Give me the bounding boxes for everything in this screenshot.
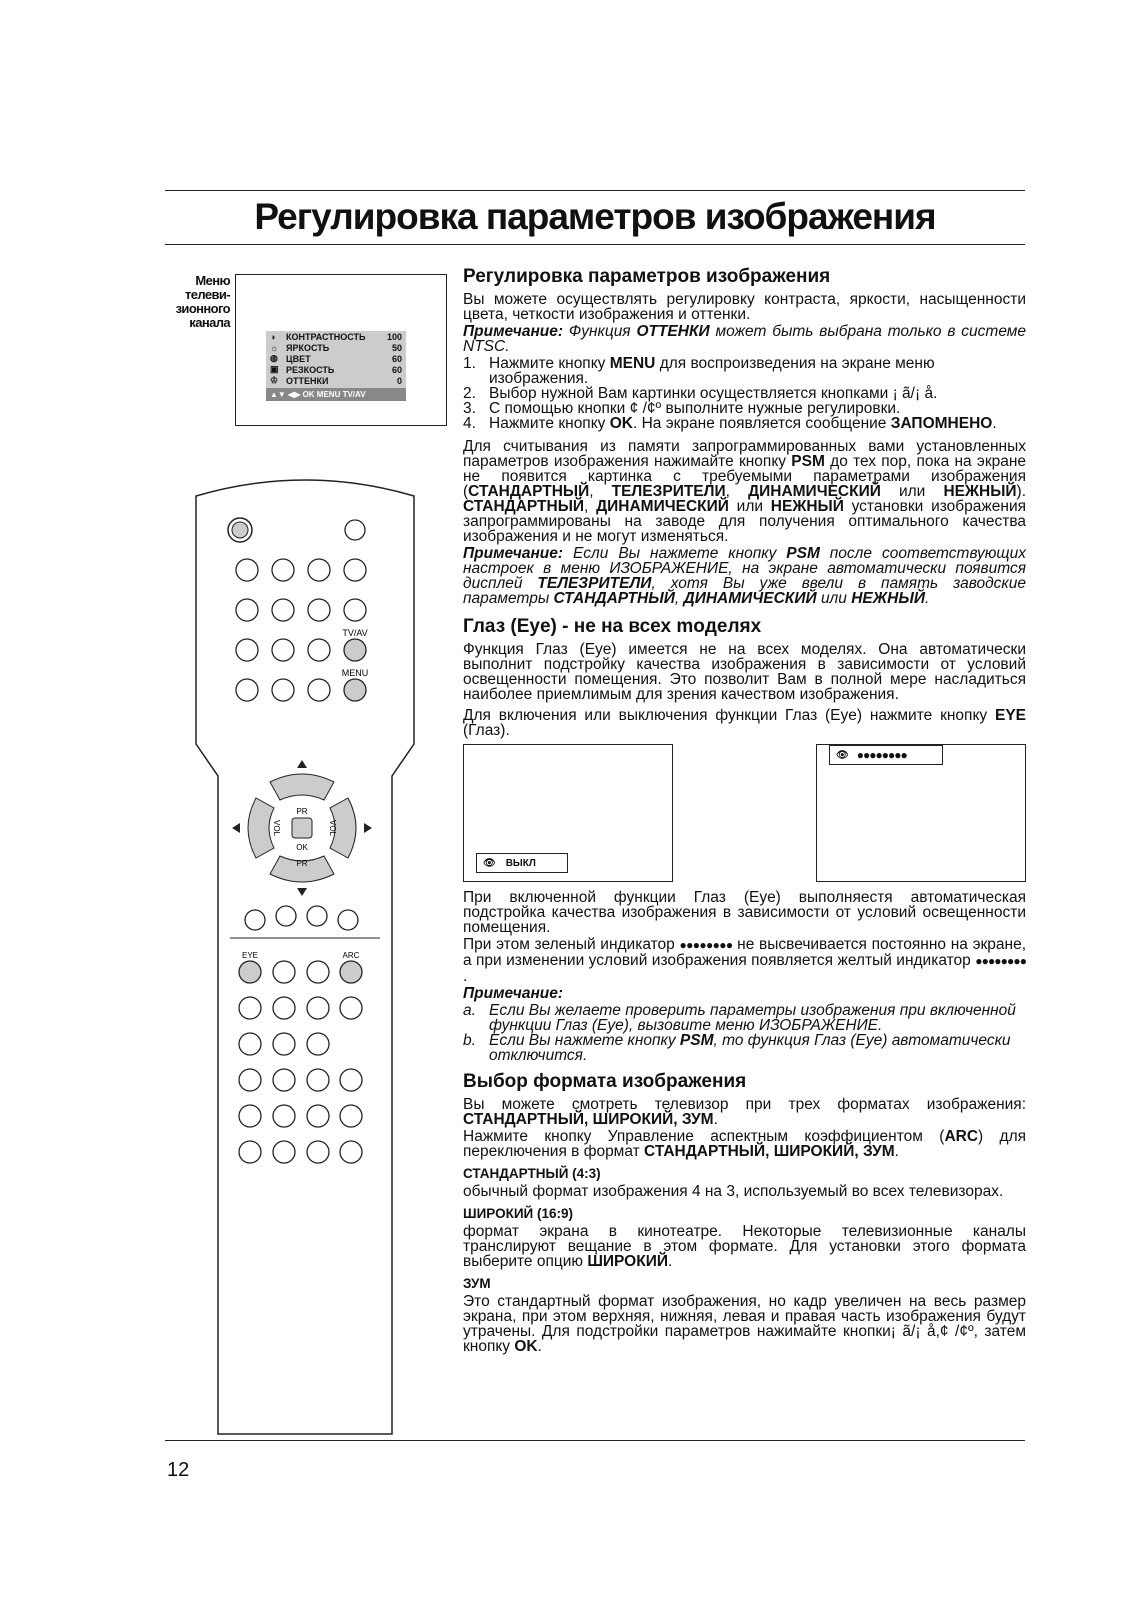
caption-line: канала [189, 315, 230, 330]
text-span: установки изображения запрограммированы на заводе для получения оптимального качества изображения и не могут изменяться. [463, 498, 1026, 545]
note-item [463, 1003, 1026, 1033]
menu-label: РЕЗКОСТЬ [286, 364, 335, 375]
bold-term: ОТТЕНКИ [636, 323, 710, 340]
text-span: При этом зеленый индикатор [463, 936, 675, 953]
page-title: Регулировка параметров изображения [254, 196, 936, 237]
remote-button[interactable] [307, 1105, 329, 1127]
pr-label: PR [296, 859, 308, 868]
paragraph: Функция Глаз (Eye) имеется не на всех моделях. Она автоматически выполнит подстройку качества изображения в зависимости от условий освещенности помещения. Это позволит Вам в полной мере насладиться наиболее приемлимым для зрения качеством изображения. [463, 641, 1026, 703]
remote-button[interactable] [340, 997, 362, 1019]
note-label: Примечание: [463, 323, 564, 340]
menu-caption [150, 274, 230, 330]
osd-label: ВЫКЛ [505, 857, 536, 869]
number-button[interactable] [344, 559, 366, 581]
text-span: (Глаз). [463, 722, 510, 739]
menu-row-contrast [266, 331, 406, 342]
remote-button[interactable] [239, 1033, 261, 1055]
menu-row-color [266, 353, 406, 364]
bold-term: ARC [944, 1128, 979, 1145]
remote-button[interactable] [273, 1033, 295, 1055]
number-button[interactable] [272, 639, 294, 661]
text-span: или [736, 498, 764, 515]
text-span: или [898, 483, 926, 500]
number-button[interactable] [272, 679, 294, 701]
note-label: Примечание: [463, 545, 564, 562]
number-button[interactable] [308, 559, 330, 581]
number-button[interactable] [236, 599, 258, 621]
paragraph: Нажмите кнопку Управление аспектным коэффициентом (ARC) для переключения в формат СТАНДАРТНЫЙ, ШИРОКИЙ, ЗУМ. [463, 1128, 1027, 1160]
bold-term: ШИРОКИЙ [587, 1253, 668, 1270]
bold-term: ТЕЛЕЗРИТЕЛИ [611, 483, 726, 500]
subheading-zoom: ЗУМ [463, 1276, 491, 1291]
section-heading-eye: Глаз (Eye) - не на всех moделях [463, 616, 762, 637]
remote-button[interactable] [273, 961, 295, 983]
text-span: . [463, 968, 468, 985]
mute-button[interactable] [345, 520, 365, 540]
text-span: ). [1016, 483, 1026, 500]
menu-label: КОНТРАСТНОСТЬ [286, 331, 366, 342]
bold-term: PSM [786, 545, 820, 562]
remote-button[interactable] [307, 1069, 329, 1091]
remote-button[interactable] [239, 1141, 261, 1163]
paragraph [463, 937, 1026, 984]
tvav-button[interactable] [344, 639, 366, 661]
step-number: 1. [463, 355, 476, 372]
step-number: 2. [463, 385, 476, 402]
paragraph: При включенной функции Глаз (Eye) выполняестя автоматическая подстройка качества изображения в зависимости от условий освещенности помещения. [463, 889, 1026, 936]
top-rule [165, 190, 1025, 191]
menu-value: 60 [391, 353, 402, 364]
page-number: 12 [167, 1459, 190, 1481]
color-icon: ◍ [270, 353, 278, 363]
eye-icon: 👁 [483, 857, 496, 869]
screen-eye-on [816, 744, 1026, 882]
function-button[interactable] [276, 906, 296, 926]
step-number: 4. [463, 415, 476, 432]
number-button[interactable] [308, 639, 330, 661]
menu-row-tint [266, 375, 406, 386]
text-span: или [820, 590, 847, 607]
paragraph: формат экрана в кинотеатре. Некоторые телевизионные каналы транслируют вещание в этом формате. Для установки этого формата выберите опцию ШИРОКИЙ. [463, 1223, 1026, 1270]
function-button[interactable] [245, 910, 265, 930]
bold-term: НЕЖНЫЙ [851, 590, 925, 607]
paragraph [463, 708, 1026, 738]
tvav-label: TV/AV [342, 628, 368, 638]
text-span: ) для переключения в формат [463, 1128, 1027, 1160]
caption-line: зионного [175, 301, 230, 316]
step-item [463, 356, 1026, 386]
bold-term: ДИНАМИЧЕСКИЙ [748, 483, 881, 500]
ok-label: OK [296, 843, 308, 852]
menu-button[interactable] [344, 679, 366, 701]
menu-value: 50 [391, 342, 402, 353]
eye-label: EYE [241, 951, 259, 960]
section-heading-format: Выбор формата изображения [463, 1071, 747, 1092]
number-button[interactable] [236, 679, 258, 701]
number-button[interactable] [308, 679, 330, 701]
text-span: до тех пор, пока на экране не появится картинка с требуемыми параметрами изображения ( [463, 453, 1027, 500]
text-span: Вы можете смотреть телевизор при трех форматах изображения: [463, 1096, 1026, 1113]
caption-line: Меню [195, 273, 230, 288]
step-item: 4. Нажмите кнопку OK. На экране появляется сообщение ЗАПОМНЕНО. [463, 415, 997, 432]
note-item [463, 1033, 1026, 1063]
text-span: не высвечивается постоянно на экране, а при изменении условий изображения появляется желтый индикатор [463, 936, 1027, 969]
text-span: , хотя Вы уже ввели в память заводские параметры [463, 575, 1026, 607]
sharpness-icon: ▣ [270, 364, 279, 374]
bold-term: СТАНДАРТНЫЙ [463, 498, 585, 515]
green-indicator: ●●●●●●●● [679, 938, 733, 952]
text-span: для воспроизведения на экране меню изображения. [489, 355, 935, 387]
text-span: Нажмите кнопку [489, 355, 606, 372]
psm-paragraph: Для считывания из памяти запрограммированных вами установленных параметров изображения нажимайте кнопку PSM до тех пор, пока на экране не появится картинка с требуемыми параметрами изображения (СТАНДАРТНЫЙ, ТЕЛЕЗРИТЕЛИ, ДИНАМИЧЕСКИЙ или НЕЖНЫЙ). СТАНДАРТНЫЙ, ДИНАМИЧЕСКИЙ или НЕЖНЫЙ установки изображения запрограммированы на заводе для получения оптимального качества изображения и не могут изменяться. [463, 438, 1027, 545]
menu-row-sharpness [266, 364, 406, 375]
indicator-dots: ●●●●●●●● [856, 747, 907, 762]
caption-line: телеви- [184, 287, 230, 302]
note-label-text: Примечание: [463, 985, 564, 1002]
bold-term: НЕЖНЫЙ [770, 498, 844, 515]
remote-button[interactable] [307, 1033, 329, 1055]
step-item [463, 401, 1026, 416]
subheading-wide: ШИРОКИЙ (16:9) [463, 1206, 574, 1221]
remote-button[interactable] [239, 1069, 261, 1091]
bold-term: EYE [994, 707, 1026, 724]
section-heading-picture: Регулировка параметров изображения [463, 266, 831, 287]
menu-label: ЯРКОСТЬ [286, 342, 330, 353]
menu-value: 100 [386, 331, 402, 342]
text-span: С помощью кнопки ¢ /¢º выполните нужные регулировки. [489, 400, 901, 417]
notes-list [463, 1003, 1026, 1063]
subheading-standard: СТАНДАРТНЫЙ (4:3) [463, 1166, 601, 1181]
ok-button[interactable] [292, 818, 312, 838]
number-button[interactable] [236, 559, 258, 581]
text-span: Функция [568, 323, 631, 340]
bold-term: ДИНАМИЧЕСКИЙ [596, 498, 729, 515]
remote-button[interactable] [273, 1105, 295, 1127]
screen-eye-off [463, 744, 673, 882]
bold-term: MENU [609, 355, 656, 372]
note-number: a. [463, 1002, 476, 1019]
paragraph: обычный формат изображения 4 на 3, используемый во всех телевизорах. [463, 1183, 1004, 1200]
menu-value: 0 [396, 375, 402, 386]
step-number: 3. [463, 400, 476, 417]
menu-label: ЦВЕТ [286, 353, 311, 364]
arc-button[interactable] [340, 961, 362, 983]
brightness-icon: ☼ [270, 342, 279, 353]
function-button[interactable] [307, 906, 327, 926]
vol-label: VOL [328, 819, 337, 837]
remote-button[interactable] [239, 1105, 261, 1127]
yellow-indicator: ●●●●●●●● [975, 954, 1027, 968]
menu-footer: ▲▼ ◀▶ OK MENU TV/AV [266, 388, 406, 401]
eye-off-osd [476, 853, 568, 873]
title-rule [165, 244, 1025, 245]
menu-label: MENU [341, 668, 369, 678]
bold-term: OK [609, 415, 633, 432]
text-span: , то функция Глаз (Eye) автоматически отключится. [489, 1032, 1011, 1064]
picture-menu-panel [266, 331, 406, 401]
steps-list [463, 356, 1026, 431]
bottom-rule [165, 1440, 1025, 1441]
tv-menu-screen [235, 274, 447, 426]
remote-button[interactable] [307, 961, 329, 983]
text-span: Если Вы нажмете кнопку [572, 545, 777, 562]
remote-button[interactable] [273, 997, 295, 1019]
eye-button[interactable] [239, 961, 261, 983]
number-button[interactable] [272, 559, 294, 581]
bold-term: PSM [791, 453, 825, 470]
bold-term: СТАНДАРТНЫЙ [468, 483, 590, 500]
remote-button[interactable] [340, 1069, 362, 1091]
paragraph: Вы можете осуществлять регулировку контраста, яркости, насыщенности цвета, четкости изображения и оттенки. [463, 291, 1026, 323]
bold-term: СТАНДАРТНЫЙ [553, 590, 675, 607]
number-button[interactable] [344, 599, 366, 621]
vol-label: VOL [272, 819, 281, 837]
note-paragraph: Примечание: Если Вы нажмете кнопку PSM после соответствующих настроек в меню ИЗОБРАЖЕНИЕ, на экране автоматически появится дисплей ТЕЛЕЗРИТЕЛИ, хотя Вы уже ввели в память заводские параметры СТАНДАРТНЫЙ, ДИНАМИЧЕСКИЙ или НЕЖНЫЙ. [463, 545, 1026, 607]
remote-button[interactable] [307, 1141, 329, 1163]
text-span: Для считывания из памяти запрограммированных вами установленных параметров изображения нажимайте кнопку [463, 438, 1026, 470]
remote-button[interactable] [307, 997, 329, 1019]
eye-on-osd [829, 745, 943, 765]
number-button[interactable] [236, 639, 258, 661]
bold-term: СТАНДАРТНЫЙ, ШИРОКИЙ, ЗУМ [463, 1111, 714, 1128]
remote-control [190, 476, 420, 1436]
bold-term: OK [514, 1338, 538, 1355]
function-button[interactable] [338, 910, 358, 930]
bold-term: ТЕЛЕЗРИТЕЛИ [537, 575, 652, 592]
arc-label: ARC [342, 951, 360, 960]
text-span: Для включения или выключения функции Глаз (Eye) нажмите кнопку [463, 707, 988, 724]
note-paragraph [463, 324, 1026, 354]
paragraph: Вы можете смотреть телевизор при трех форматах изображения: СТАНДАРТНЫЙ, ШИРОКИЙ, ЗУМ. [463, 1096, 1026, 1128]
remote-button[interactable] [273, 1141, 295, 1163]
text-span: после соответствующих настроек в меню ИЗОБРАЖЕНИЕ, на экране автоматически появится дисплей [463, 545, 1026, 592]
bold-term: СТАНДАРТНЫЙ, ШИРОКИЙ, ЗУМ [644, 1143, 895, 1160]
text-span: может быть выбрана только в системе NTSC. [463, 323, 1027, 355]
note-label [463, 986, 1026, 1001]
text-span: Выбор нужной Вам картинки осуществляется кнопками ¡ ã/¡ å. [489, 385, 938, 402]
text-span: Если Вы желаете проверить параметры изображения при включенной функции Глаз (Eye), вызовите меню ИЗОБРАЖЕНИЕ. [489, 1002, 1016, 1034]
contrast-icon: ◑ [270, 331, 276, 342]
menu-value: 60 [391, 364, 402, 375]
bold-term: PSM [679, 1032, 714, 1049]
bold-term: ДИНАМИЧЕСКИЙ [683, 590, 817, 607]
bold-term: ЗАПОМНЕНО [890, 415, 993, 432]
eye-icon: 👁 [836, 749, 849, 761]
text-span: Нажмите кнопку Управление аспектным коэффициентом ( [463, 1128, 945, 1145]
paragraph: Это стандартный формат изображения, но кадр увеличен на весь размер экрана, при этом верхняя, нижняя, левая и правая часть изображения будут утрачены. Для подстройки параметров нажимайте кнопки¡ ã/¡ å,¢ /¢º, затем кнопку OK. [463, 1293, 1026, 1355]
number-button[interactable] [272, 599, 294, 621]
text-span: Это стандартный формат изображения, но кадр увеличен на весь размер экрана, при этом верхняя, нижняя, левая и правая часть изображения будут утрачены. Для подстройки параметров нажимайте кнопки¡ ã/¡ å,¢ /¢º, затем кнопку [463, 1293, 1026, 1355]
bold-term: НЕЖНЫЙ [943, 483, 1017, 500]
text-span: Если Вы нажмете кнопку [489, 1032, 676, 1049]
tint-icon: ♔ [270, 375, 279, 385]
number-button[interactable] [308, 599, 330, 621]
remote-button[interactable] [273, 1069, 295, 1091]
step-item [463, 386, 1026, 401]
eye-screens [463, 744, 1026, 882]
remote-button[interactable] [239, 997, 261, 1019]
text-span: . На экране появляется сообщение [632, 415, 887, 432]
remote-button[interactable] [340, 1141, 362, 1163]
text-span: формат экрана в кинотеатре. Некоторые телевизионные каналы транслируют вещание в этом формате. Для установки этого формата выберите опцию [463, 1223, 1026, 1270]
note-number: b. [463, 1032, 476, 1049]
menu-row-brightness [266, 342, 406, 353]
menu-label: ОТТЕНКИ [286, 375, 329, 386]
remote-button[interactable] [340, 1105, 362, 1127]
text-span: Нажмите кнопку [489, 415, 606, 432]
main-text-column [463, 266, 1026, 1356]
pr-label: PR [296, 807, 308, 816]
